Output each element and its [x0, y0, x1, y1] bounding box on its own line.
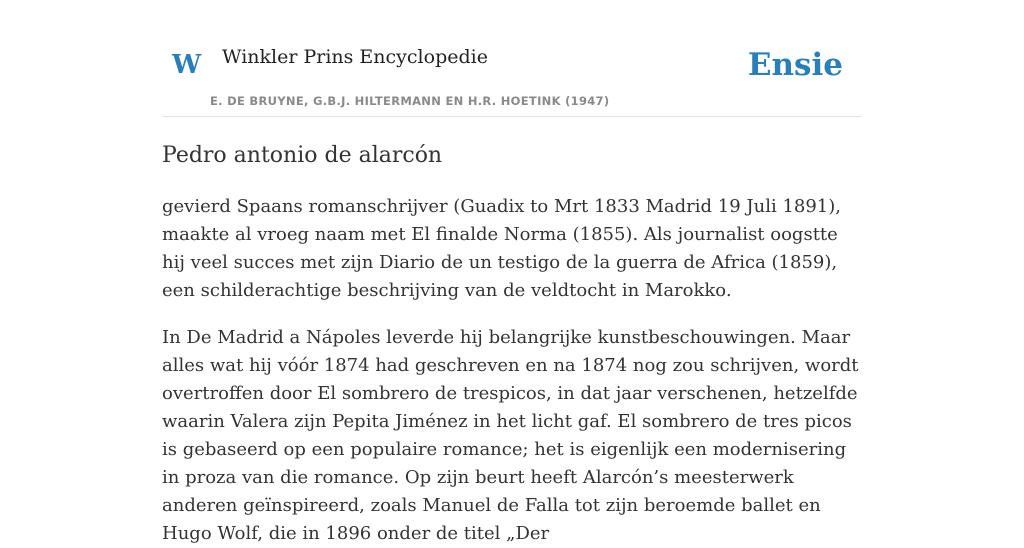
publication-authors: E. DE BRUYNE, G.B.J. HILTERMANN EN H.R. HOETINK (1947)	[210, 94, 610, 108]
article-paragraph: In De Madrid a Nápoles leverde hij belangrijke kunstbeschouwingen. Maar alles wat hij vóór 1874 had geschreven en na 1874 nog zou schrijven, wordt overtroffen door El sombrero de trespicos, in dat jaar verschenen, hetzelfde waarin Valera zijn Pepita Jiménez in het licht gaf. El sombrero de tres picos is gebaseerd op een populaire romance; het is eigenlijk een modernisering in proza van die romance. Op zijn beurt heeft Alarcón’s meesterwerk anderen geïnspireerd, zoals Manuel de Falla tot zijn beroemde ballet en Hugo Wolf, die in 1896 onder de titel „Der	[162, 327, 859, 544]
article	[162, 141, 862, 548]
publication-title[interactable]: Winkler Prins Encyclopedie	[222, 46, 488, 68]
page-container	[162, 0, 862, 548]
winkler-prins-logo[interactable]: W	[172, 50, 202, 80]
article-title: Pedro antonio de alarcón	[162, 143, 443, 168]
ensie-brand-logo[interactable]: Ensie	[747, 47, 843, 83]
article-paragraph: gevierd Spaans romanschrijver (Guadix to Mrt 1833 Madrid 19 Juli 1891), maakte al vroeg naam met El finalde Norma (1855). Als journalist oogstte hij veel succes met zijn Diario de un testigo de la guerra de Africa (1859), een schilderachtige beschrijving van de veldtocht in Marokko.	[162, 196, 842, 301]
site-header	[162, 0, 862, 117]
